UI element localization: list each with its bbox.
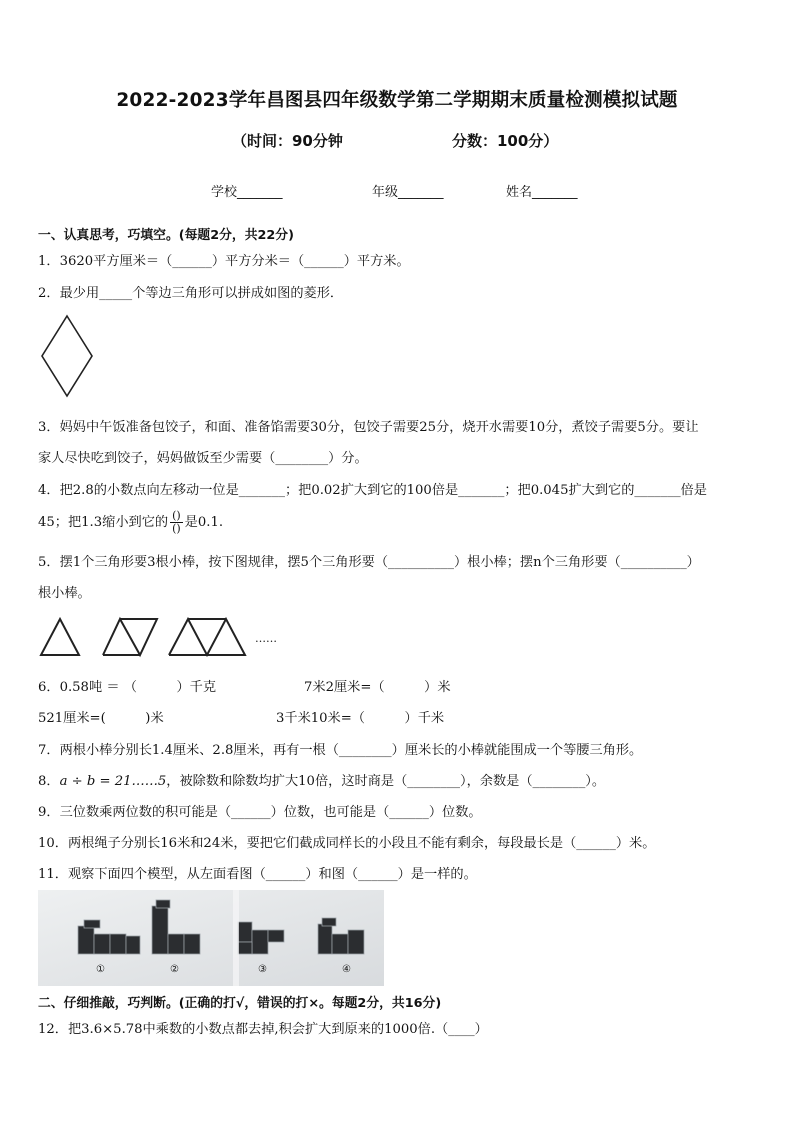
question-9: 9．三位数乘两位数的积可能是（______）位数，也可能是（______）位数。 (38, 805, 482, 820)
question-3-line-1: 3．妈妈中午饭准备包饺子，和面、准备馅需要30分，包饺子需要25分，烧开水需要10分，煮饺子需要5分。要让 (38, 420, 699, 435)
question-12: 12．把3.6×5.78中乘数的小数点都去掉,积会扩大到原来的1000倍.（____） (38, 1022, 488, 1037)
question-6-b: 7米2厘米=（ ）米 (304, 680, 451, 695)
triangle-pattern-3 (166, 616, 248, 658)
question-8 (38, 770, 605, 789)
question-10: 10．两根绳子分别长16米和24米，要把它们截成同样长的小段且不能有剩余，每段最长是（______）米。 (38, 836, 656, 851)
question-8-number: 8． (38, 774, 60, 789)
question-8-text: ，被除数和除数均扩大10倍，这时商是（________），余数是（________）。 (166, 774, 606, 789)
question-5-line-2: 根小棒。 (38, 586, 91, 601)
model-label-4: ④ (342, 964, 351, 975)
question-8-expression: a ÷ b = 21……5 (59, 774, 167, 789)
pattern-ellipsis: …… (255, 632, 277, 645)
question-4-text-a: 45；把1.3缩小到它的 (38, 515, 169, 530)
exam-time: （时间：90分钟 (232, 132, 343, 150)
section-2-heading: 二、仔细推敲，巧判断。(正确的打√，错误的打×。每题2分，共16分) (38, 996, 442, 1011)
question-4-line-1: 4．把2.8的小数点向左移动一位是_______；把0.02扩大到它的100倍是_______；把0.045扩大到它的_______倍是 (38, 483, 707, 498)
fraction-numerator: () (172, 509, 181, 522)
model-label-1: ① (96, 964, 105, 975)
rhombus-figure (40, 314, 94, 398)
question-6-a: 6．0.58吨 ＝ （ ）千克 (38, 680, 217, 695)
name-field: 姓名_______ (506, 185, 578, 200)
model-label-2: ② (170, 964, 179, 975)
section-1-heading: 一、认真思考，巧填空。(每题2分，共22分) (38, 228, 294, 243)
question-3-line-2: 家人尽快吃到饺子，妈妈做饭至少需要（________）分。 (38, 451, 368, 466)
question-1: 1．3620平方厘米＝（______）平方分米＝（______）平方米。 (38, 254, 410, 269)
cube-models-photo (38, 890, 384, 986)
question-2: 2．最少用_____个等边三角形可以拼成如图的菱形． (38, 286, 344, 301)
school-field: 学校_______ (211, 185, 283, 200)
question-4-fraction (170, 510, 183, 535)
triangle-pattern-2 (100, 616, 160, 658)
page-title: 2022-2023学年昌图县四年级数学第二学期期末质量检测模拟试题 (116, 90, 678, 111)
cube-models-drawing (38, 890, 384, 986)
question-6-d: 3千米10米=（ ）千米 (276, 711, 445, 726)
fraction-denominator: () (172, 522, 181, 535)
triangle-pattern-1 (38, 616, 82, 658)
question-7: 7．两根小棒分别长1.4厘米、2.8厘米，再有一根（________）厘米长的小棒就能围成一个等腰三角形。 (38, 743, 643, 758)
question-4-line-2 (38, 510, 223, 535)
question-5-line-1: 5．摆1个三角形要3根小棒，按下图规律，摆5个三角形要（__________）根小棒；摆n个三角形要（__________） (38, 555, 700, 570)
model-label-3: ③ (258, 964, 267, 975)
question-6-c: 521厘米=( )米 (38, 711, 164, 726)
grade-field: 年级_______ (372, 185, 444, 200)
exam-score: 分数：100分） (452, 132, 559, 150)
question-11: 11．观察下面四个模型，从左面看图（______）和图（______）是一样的。 (38, 867, 477, 882)
question-4-text-b: 是0.1. (184, 515, 224, 530)
